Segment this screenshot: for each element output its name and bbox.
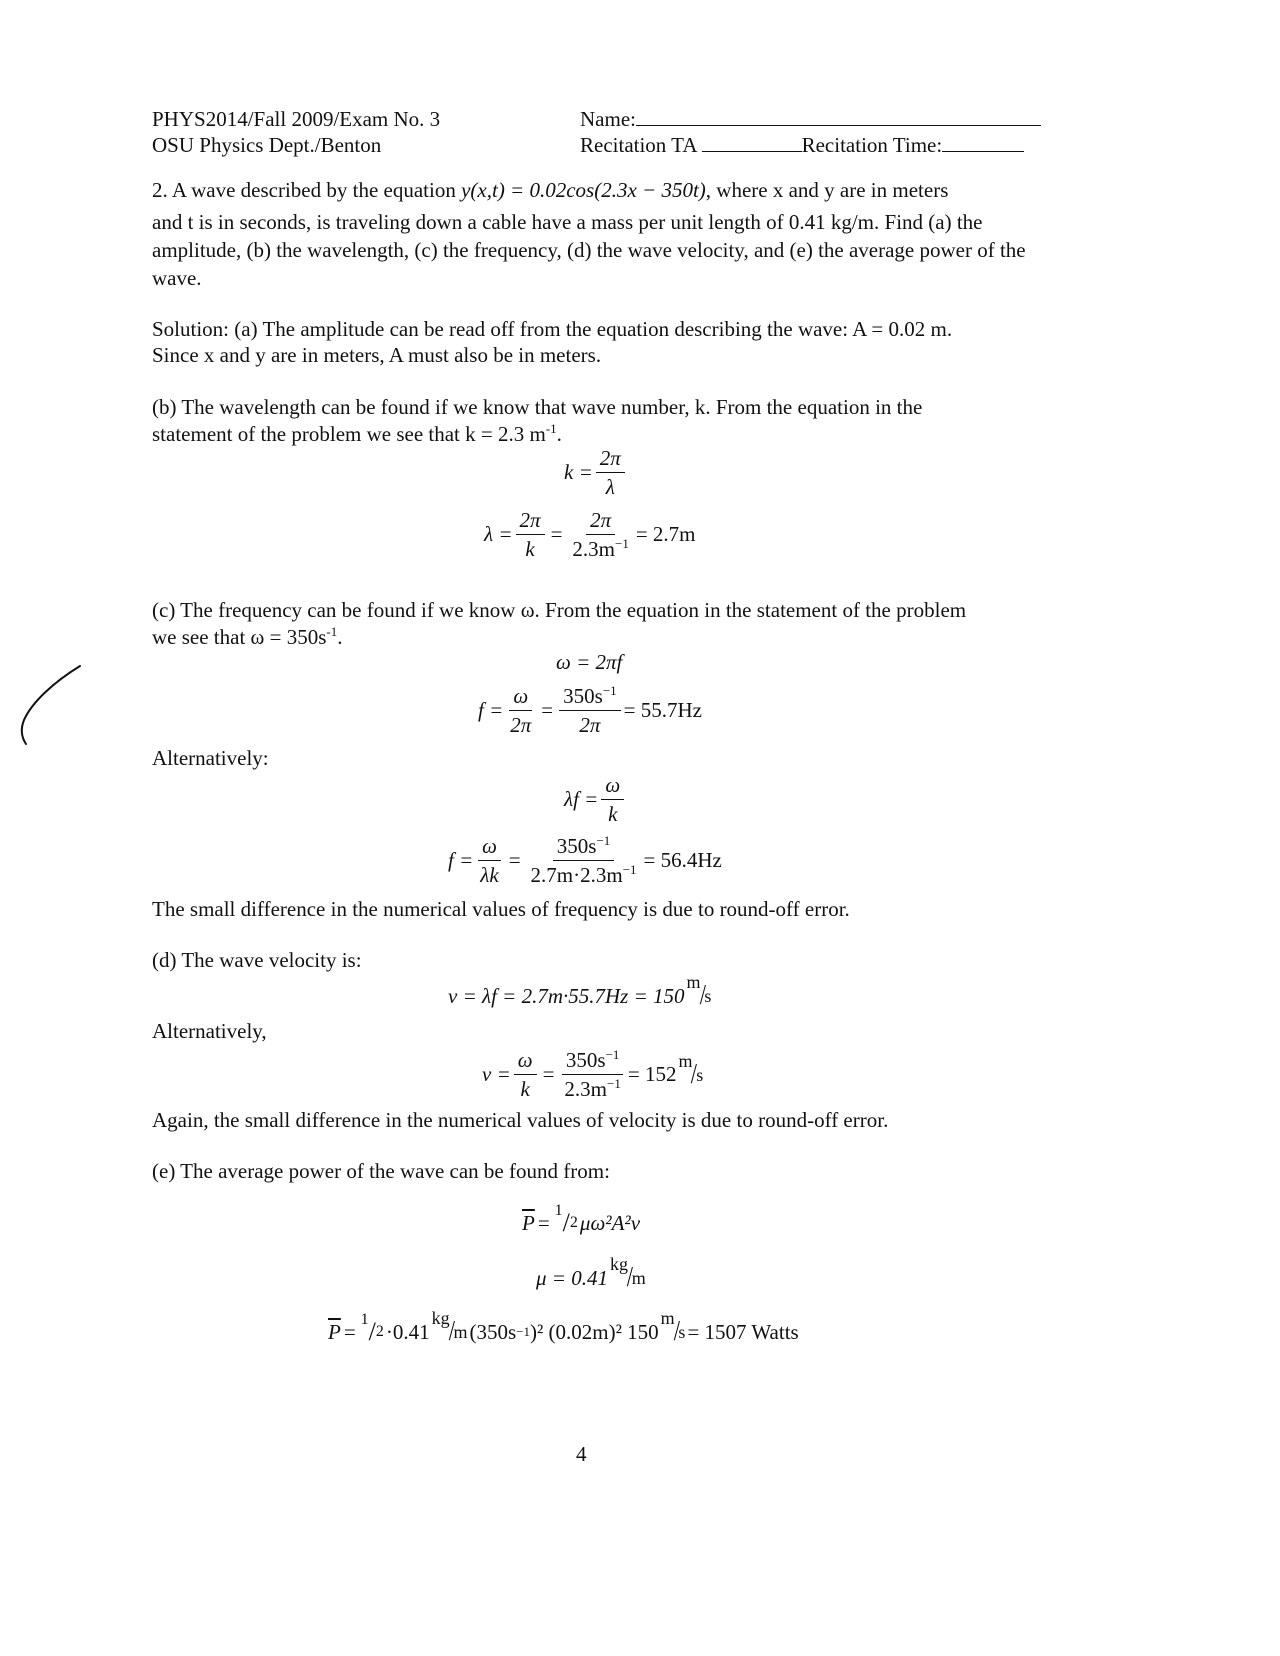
denominator: k [525,537,535,561]
solution-d-line-1: (d) The wave velocity is: [152,948,362,972]
fraction [516,508,545,561]
half-den: 2 [375,1323,384,1340]
fraction [527,834,641,887]
num-text: 350s [556,834,597,858]
slash: / [626,1262,633,1293]
omega-value: (350s [469,1319,517,1344]
den-sup: −1 [622,862,637,877]
unit-m-per-s [678,1050,704,1091]
p-bar: $\overline{P}$ [522,1210,535,1235]
den-sup: −1 [615,536,629,551]
fraction [476,834,502,887]
equation-frequency-alt [448,834,722,887]
equation-lambda-f [564,773,627,826]
unit-num: m [660,1308,675,1328]
solution-b-line-1: (b) The wavelength can be found if we know that wave number, k. From the equation in the [152,395,923,419]
unit-num: kg [609,1254,628,1274]
eq-lhs: λf = [564,787,599,811]
equation-omega: ω = 2πf [556,650,623,674]
slash: / [368,1317,376,1346]
time-label: Recitation Time: [801,133,943,157]
solution-e-line-1: (e) The average power of the wave can be found from: [152,1159,610,1183]
half-den: 2 [569,1214,578,1231]
denominator: 2π [510,713,532,737]
handwritten-mark [14,660,94,750]
c-sup: -1 [326,624,338,639]
frequency-note: The small difference in the numerical values of frequency is due to round-off error. [152,897,850,921]
unit-den: s [678,1322,686,1342]
numerator: ω [514,1048,537,1075]
velocity-note: Again, the small difference in the numerical values of velocity is due to round-off error. [152,1108,889,1132]
denominator: k [608,802,618,826]
numerator: ω [509,684,532,711]
denominator: 2π [579,713,601,737]
one-half [360,1311,384,1347]
equation-mu [536,1254,648,1294]
denominator: λ [605,475,615,499]
c-text: we see that ω = 350s [152,625,327,649]
slash: / [699,980,706,1011]
eq-lhs: f = [448,848,474,872]
time-blank [942,133,1024,152]
num-sup: −1 [605,1047,620,1062]
equals: = [550,522,563,546]
slash: / [691,1058,698,1090]
eq-result: = 55.7Hz [623,698,703,722]
half-num: 1 [554,1202,563,1219]
mu-value: ·0.41 [385,1319,430,1344]
solution-c-line-2 [152,623,342,651]
eq-text: v = λf = 2.7m·55.7Hz = 150 [448,983,685,1008]
name-label: Name: [580,107,636,131]
ta-label: Recitation TA [580,133,697,157]
numerator: 2π [516,508,545,535]
eq-result: = 56.4Hz [643,848,722,872]
name-blank [636,107,1041,126]
slash: / [673,1316,680,1347]
equals: = [343,1319,356,1344]
eq-lhs: k = [564,460,593,484]
num-text: 350s [563,684,603,708]
dept-line: OSU Physics Dept./Benton [152,133,382,157]
den-text: 2.3m [564,1077,608,1101]
eq-result: = 152 [627,1062,677,1086]
alternatively-label-1: Alternatively: [152,746,269,770]
equals: = [508,848,521,872]
equation-power-formula [522,1202,641,1238]
amplitude-velocity: )² (0.02m)² 150 [529,1319,659,1344]
numerator [559,684,621,711]
equals: = [537,1210,550,1235]
denominator: λk [480,863,499,887]
numerator [553,834,615,861]
equation-k [564,446,628,499]
fraction [568,508,632,561]
p-bar: $\overline{P}$ [328,1319,341,1344]
den-sup: −1 [607,1076,621,1091]
unit-den: s [704,986,712,1006]
ta-blank [702,133,802,152]
solution-a-line-1: Solution: (a) The amplitude can be read off from the equation describing the wave: A = 0.02 m. [152,317,953,341]
problem-text-a: 2. A wave described by the equation [152,178,456,202]
unit-kg-per-m [609,1254,646,1294]
denominator: k [520,1077,530,1101]
fraction [514,1048,537,1101]
fraction [560,1048,624,1101]
equation-frequency [478,684,702,737]
unit-den: s [696,1064,704,1085]
equals: = [541,698,554,722]
solution-c-line-1: (c) The frequency can be found if we know ω. From the equation in the statement of the problem [152,598,967,622]
solution-b-line-2 [152,420,562,448]
numerator: ω [601,773,624,800]
page-number: 4 [576,1442,587,1466]
den-text: 2.3m [572,537,615,561]
eq-result: = 1507 Watts [687,1319,799,1344]
slash: / [562,1208,570,1237]
problem-statement: and t is in seconds, is traveling down a cable have a mass per unit length of 0.41 kg/m. Find (a) the amplitude, (b) the wavelength, (c) the frequency, (d) the wave velocity, and (e) the average power of the wave. [152,210,1026,290]
equation-power-result: $\overline{P}$ = 1 / 2 ·0.41 kg / m (350s −1 )² (0.02m)² 150 m / s = 1507 Watts [328,1308,799,1347]
solution-a-line-2: Since x and y are in meters, A must also be in meters. [152,343,602,367]
problem-line-1 [152,176,948,204]
fraction [601,773,624,826]
c-end: . [337,625,343,649]
unit-num: m [678,1050,693,1071]
eq-result: = 2.7m [635,522,696,546]
denominator [560,1075,624,1101]
b-sup: -1 [545,421,557,436]
name-field [580,105,1041,133]
equation-lambda [484,508,696,561]
formula-rhs: μω²A²v [579,1210,641,1235]
slash: / [448,1316,455,1347]
num-sup: −1 [596,833,611,848]
numerator: 2π [586,508,615,535]
equation-velocity-alt [482,1048,705,1101]
problem-text-b: , where x and y are in meters [705,178,949,202]
eq-lhs: v = [482,1062,511,1086]
mu-text: μ = 0.41 [536,1265,608,1290]
eq-lhs: λ = [484,522,513,546]
recitation-field [580,131,1024,159]
fraction [506,684,535,737]
b-text: statement of the problem we see that k = 2.3 m [152,422,546,446]
numerator: 2π [596,446,625,473]
wave-equation: y(x,t) = 0.02cos(2.3x − 350t) [461,178,706,202]
numerator [562,1048,624,1075]
num-text: 350s [565,1048,606,1072]
equation-velocity [448,972,713,1012]
unit-kg-per-m [431,1308,468,1348]
denominator [568,535,632,561]
fraction [559,684,621,737]
eq-lhs: f = [478,698,504,722]
alternatively-label-2: Alternatively, [152,1019,267,1043]
course-line: PHYS2014/Fall 2009/Exam No. 3 [152,107,441,131]
unit-m-per-s [660,1308,686,1348]
unit-num: m [686,972,701,992]
one-half [554,1202,578,1238]
denominator [527,861,641,887]
b-end: . [556,422,562,446]
unit-den: m [453,1322,468,1342]
unit-den: m [631,1268,646,1288]
fraction [596,446,625,499]
den-text: 2.7m·2.3m [530,863,623,887]
unit-m-per-s [686,972,712,1012]
unit-num: kg [431,1308,450,1328]
equals: = [542,1062,555,1086]
half-num: 1 [360,1311,369,1328]
num-sup: −1 [602,683,617,698]
numerator: ω [478,834,501,861]
